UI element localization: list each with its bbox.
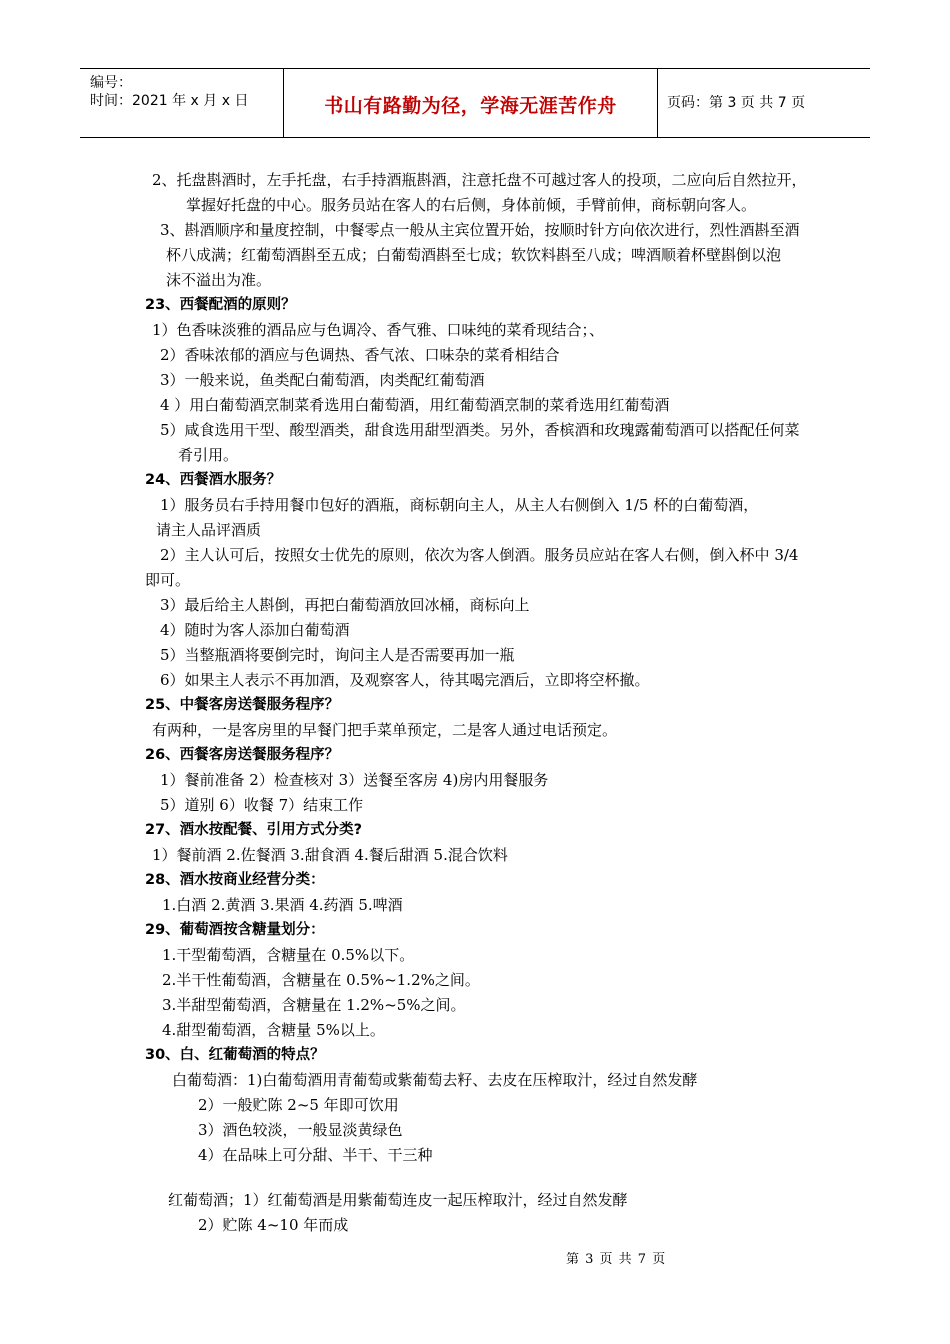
body-line: 请主人品评酒质 xyxy=(156,521,262,539)
section-heading: 25、中餐客房送餐服务程序？ xyxy=(145,697,340,713)
body-line: 杯八成满；红葡萄酒斟至五成；白葡萄酒斟至七成；软饮料斟至八成；啤酒顺着杯壁斟倒以泡 xyxy=(166,246,782,264)
section-heading: 28、酒水按商业经营分类： xyxy=(145,872,325,888)
body-line: 肴引用。 xyxy=(178,446,239,464)
section-heading: 29、葡萄酒按含糖量划分： xyxy=(145,922,325,938)
page-header xyxy=(80,68,870,138)
body-line: 2）香味浓郁的酒应与色调热、香气浓、口味杂的菜肴相结合 xyxy=(160,346,560,364)
section-heading: 26、西餐客房送餐服务程序？ xyxy=(145,747,340,763)
body-line: 2）主人认可后，按照女士优先的原则，依次为客人倒酒。服务员应站在客人右侧，倒入杯中 3/4 xyxy=(160,546,799,564)
body-line: 1）餐前准备 2）检查核对 3）送餐至客房 4)房内用餐服务 xyxy=(160,771,549,789)
body-line: 2、托盘斟酒时，左手托盘，右手持酒瓶斟酒，注意托盘不可越过客人的投项，二应向后自然拉开， xyxy=(152,171,807,189)
body-line: 4 ）用白葡萄酒烹制菜肴选用白葡萄酒，用红葡萄酒烹制的菜肴选用红葡萄酒 xyxy=(160,396,670,414)
body-line: 6）如果主人表示不再加酒，及观察客人，待其喝完酒后，立即将空杯撤。 xyxy=(160,671,650,689)
body-line: 1）服务员右手持用餐巾包好的酒瓶，商标朝向主人，从主人右侧倒入 1/5 杯的白葡萄酒， xyxy=(160,496,759,514)
body-line: 红葡萄酒；1）红葡萄酒是用紫葡萄连皮一起压榨取汁，经过自然发酵 xyxy=(168,1191,628,1209)
body-line: 2）一般贮陈 2~5 年即可饮用 xyxy=(198,1096,399,1114)
page-footer: 第 3 页 共 7 页 xyxy=(566,1252,667,1267)
header-page-info: 页码：第 3 页 共 7 页 xyxy=(667,95,806,111)
body-line: 3）最后给主人斟倒，再把白葡萄酒放回冰桶，商标向上 xyxy=(160,596,530,614)
body-line: 掌握好托盘的中心。服务员站在客人的右后侧，身体前倾，手臂前伸，商标朝向客人。 xyxy=(186,196,757,214)
doc-time-label: 时间：2021 年 x 月 x 日 xyxy=(90,93,249,109)
body-line: 4）随时为客人添加白葡萄酒 xyxy=(160,621,350,639)
body-line: 有两种，一是客房里的早餐门把手菜单预定，二是客人通过电话预定。 xyxy=(152,721,618,739)
header-motto-cell xyxy=(283,69,658,137)
body-line: 1.干型葡萄酒，含糖量在 0.5%以下。 xyxy=(162,946,415,964)
body-line: 5）当整瓶酒将要倒完时，询问主人是否需要再加一瓶 xyxy=(160,646,515,664)
body-line: 1）餐前酒 2.佐餐酒 3.甜食酒 4.餐后甜酒 5.混合饮料 xyxy=(152,846,508,864)
section-heading: 30、白、红葡萄酒的特点？ xyxy=(145,1047,325,1063)
body-line: 即可。 xyxy=(145,571,191,589)
body-line: 4.甜型葡萄酒，含糖量 5%以上。 xyxy=(162,1021,385,1039)
body-line: 3、斟酒顺序和量度控制，中餐零点一般从主宾位置开始，按顺时针方向依次进行，烈性酒斟至酒 xyxy=(160,221,800,239)
doc-code-label: 编号： xyxy=(90,75,132,91)
body-line: 4）在品味上可分甜、半干、干三种 xyxy=(198,1146,433,1164)
section-heading: 23、西餐配酒的原则？ xyxy=(145,297,296,313)
motto-text: 书山有路勤为径，学海无涯苦作舟 xyxy=(324,95,617,117)
section-heading: 24、西餐酒水服务？ xyxy=(145,472,282,488)
body-line: 1.白酒 2.黄酒 3.果酒 4.药酒 5.啤酒 xyxy=(162,896,403,914)
body-line: 5）咸食选用干型、酸型酒类，甜食选用甜型酒类。另外，香槟酒和玫瑰露葡萄酒可以搭配任何菜 xyxy=(160,421,800,439)
body-line: 3）酒色较淡，一般显淡黄绿色 xyxy=(198,1121,403,1139)
body-line: 3）一般来说，鱼类配白葡萄酒，肉类配红葡萄酒 xyxy=(160,371,485,389)
body-line: 5）道别 6）收餐 7）结束工作 xyxy=(160,796,364,814)
header-meta-cell xyxy=(80,69,283,137)
section-heading: 27、酒水按配餐、引用方式分类? xyxy=(145,822,363,838)
body-line: 2）贮陈 4~10 年而成 xyxy=(198,1216,349,1234)
body-line: 白葡萄酒：1)白葡萄酒用青葡萄或紫葡萄去籽、去皮在压榨取汁，经过自然发酵 xyxy=(172,1071,698,1089)
body-line: 3.半甜型葡萄酒，含糖量在 1.2%~5%之间。 xyxy=(162,996,466,1014)
body-line: 1）色香味淡雅的酒品应与色调冷、香气雅、口味纯的菜肴现结合；、 xyxy=(152,321,605,339)
body-line: 2.半干性葡萄酒，含糖量在 0.5%~1.2%之间。 xyxy=(162,971,480,989)
header-page-cell xyxy=(657,69,870,137)
body-line: 沫不溢出为准。 xyxy=(166,271,272,289)
